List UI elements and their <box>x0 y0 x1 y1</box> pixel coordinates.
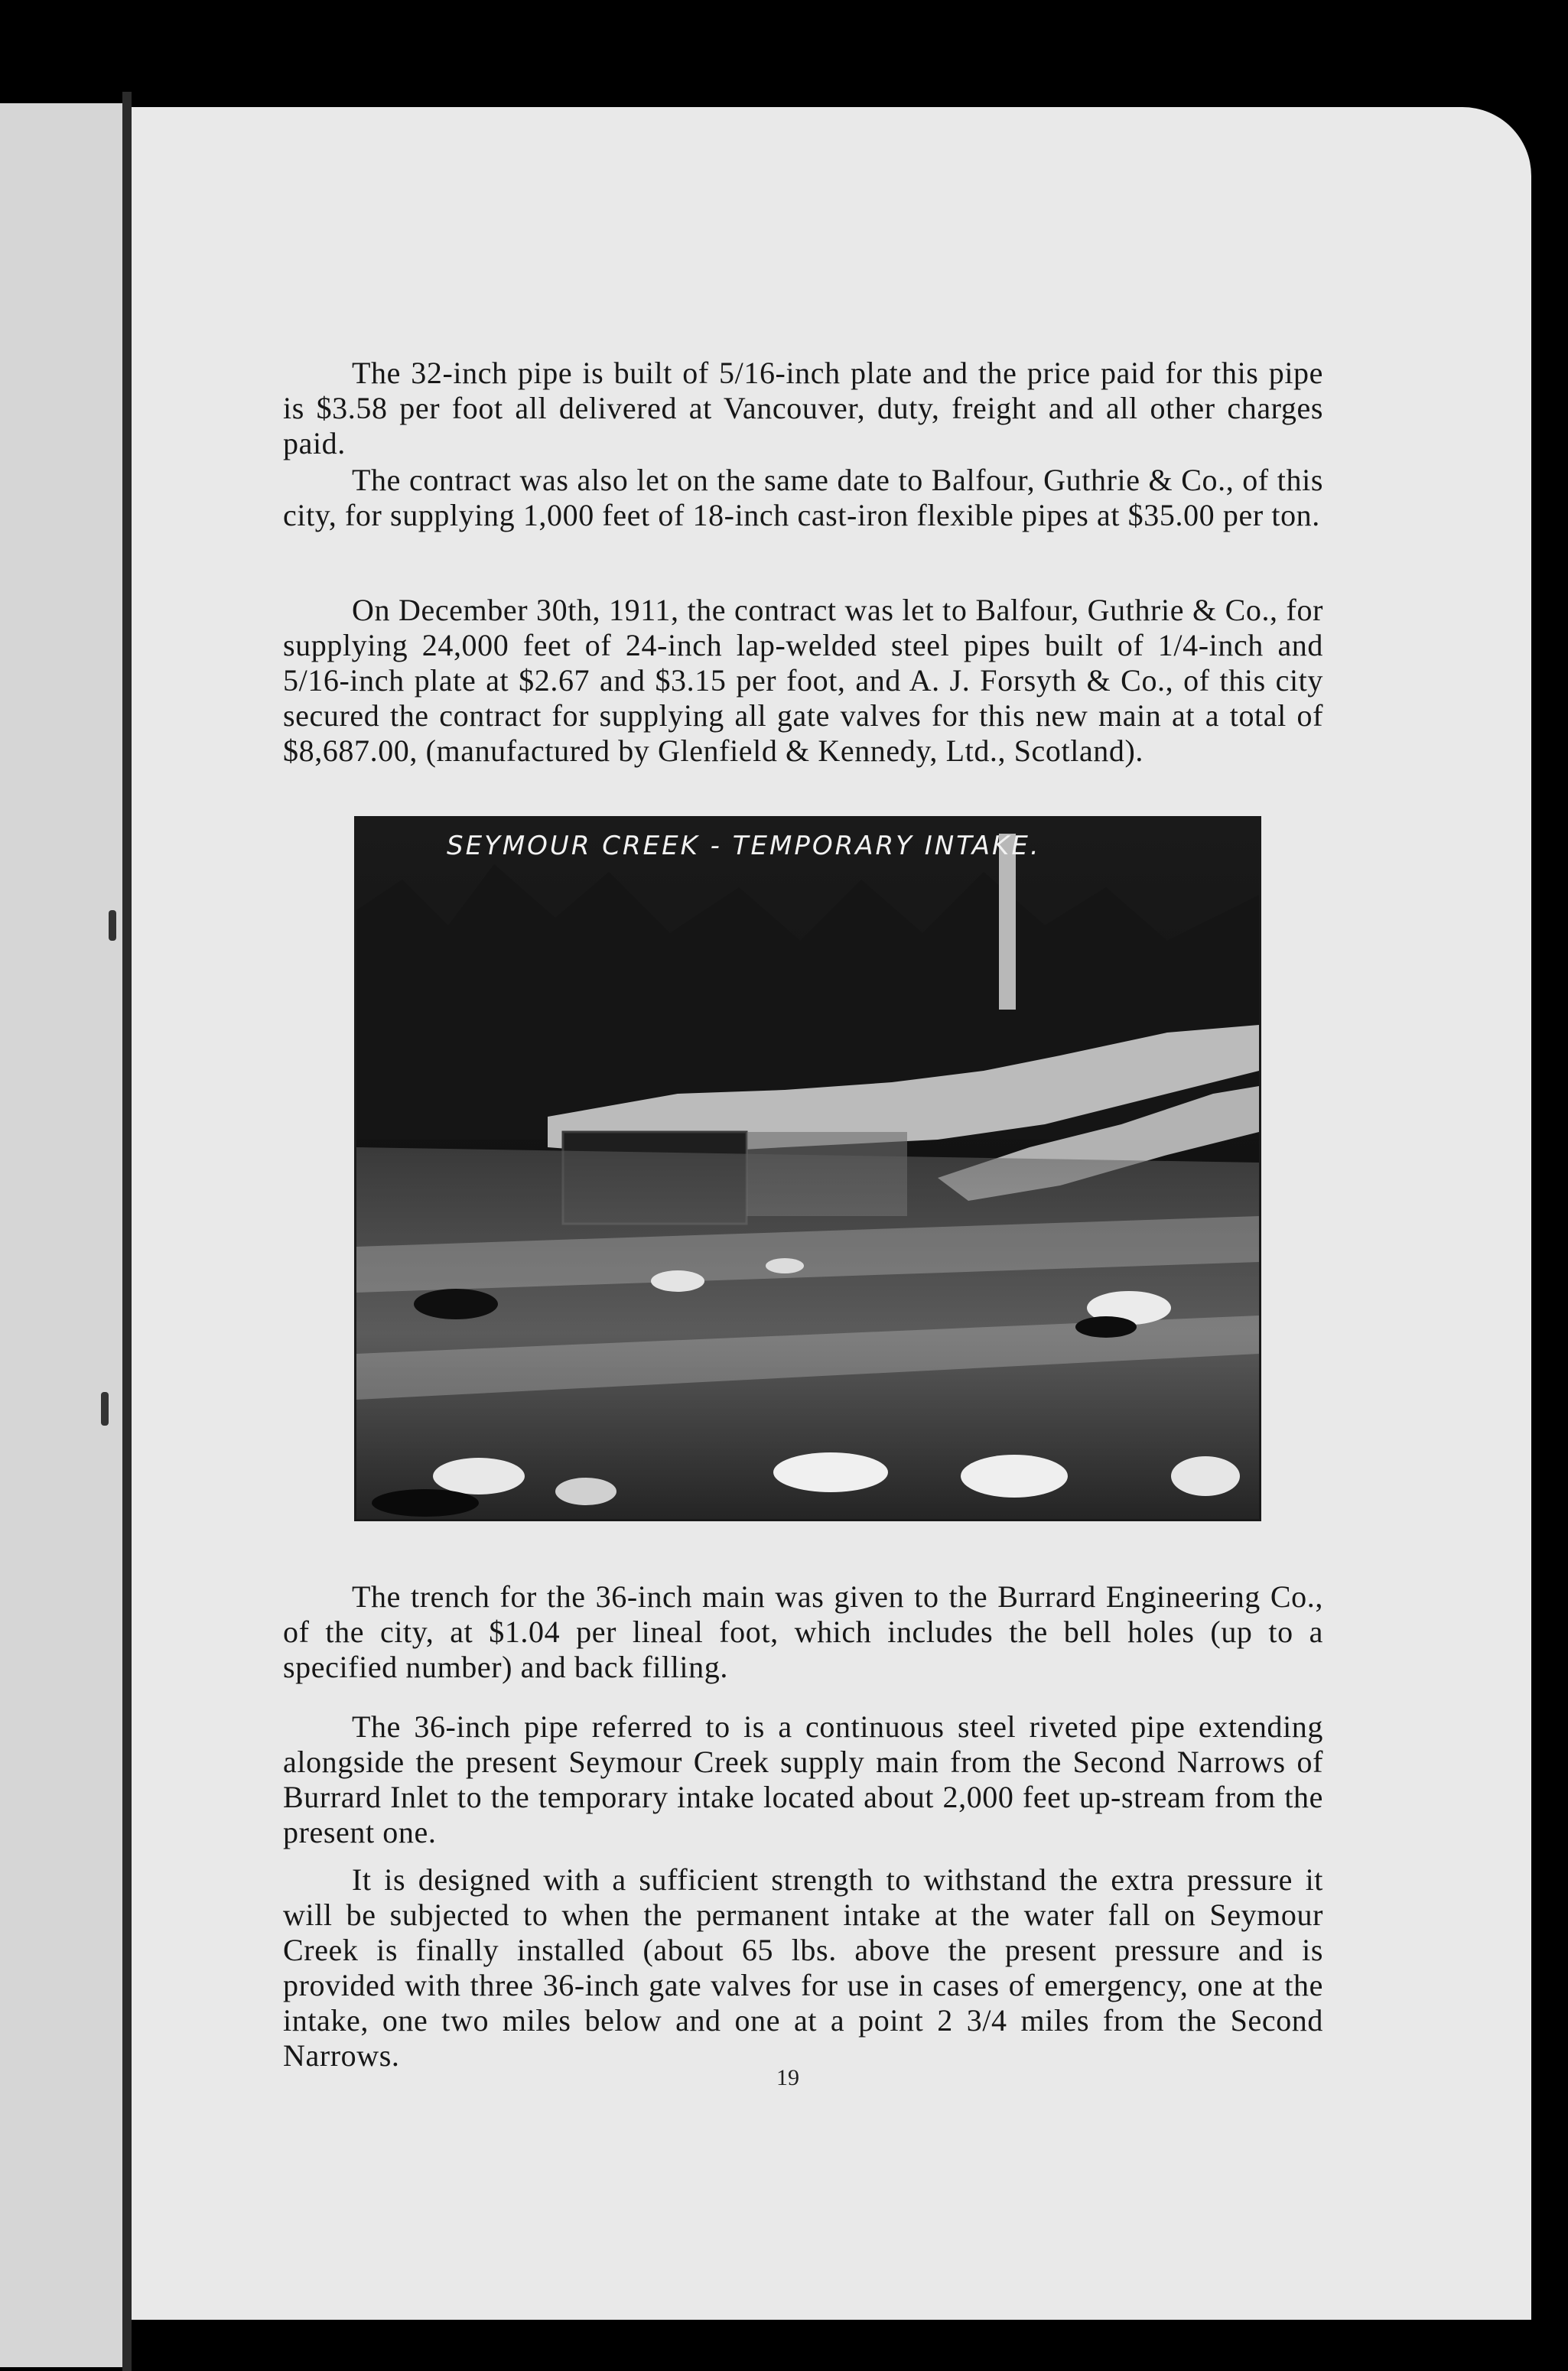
photo-seymour-creek-intake <box>354 816 1261 1521</box>
book-gutter <box>122 92 132 2371</box>
margin-mark <box>101 1392 109 1426</box>
paragraph-design-strength: It is designed with a sufficient strength to withstand the extra pressure it will be subjected to when the permanent intake at the water fall on Seymour Creek is finally installed (about 65 lbs. above the present pressure and is provided with three 36-inch gate valves for use in cases of emergency, one at the intake, one two miles below and one at a point 2 3/4 miles from the Second Narrows. <box>283 1862 1323 2073</box>
paragraph-32-inch-pipe: The 32-inch pipe is built of 5/16-inch plate and the price paid for this pipe is $3.58 per foot all delivered at Vancouver, duty, freight and all other charges paid. <box>283 356 1323 460</box>
page-number: 19 <box>776 2065 799 2090</box>
page-right-edge <box>1531 107 1568 2320</box>
paragraph-trench-contract: The trench for the 36-inch main was given to the Burrard Engineering Co., of the city, at $1.04 per lineal foot, which includes the bell holes (up to a specified number) and back filling. <box>283 1579 1323 1684</box>
paragraph-cast-iron-contract: The contract was also let on the same date to Balfour, Guthrie & Co., of this city, for supplying 1,000 feet of 18-inch cast-iron flexible pipes at $35.00 per ton. <box>283 463 1323 532</box>
photo-caption: SEYMOUR CREEK - TEMPORARY INTAKE. <box>447 831 1041 861</box>
paragraph-36-inch-pipe: The 36-inch pipe referred to is a continuous steel riveted pipe extending alongside the present Seymour Creek supply main from the Second Narrows of Burrard Inlet to the temporary intake located about 2,000 feet up-stream from the present one. <box>283 1709 1323 1849</box>
margin-mark <box>109 910 116 941</box>
paragraph-december-contract: On December 30th, 1911, the contract was let to Balfour, Guthrie & Co., for supplying 24,000 feet of 24-inch lap-welded steel pipes built of 1/4-inch and 5/16-inch plate at $2.67 and $3.15 per foot, and A. J. Forsyth & Co., of this city secured the contract for supplying all gate valves for this new main at a total of $8,687.00, (manufactured by Glenfield & Kennedy, Ltd., Scotland). <box>283 593 1323 768</box>
photo-scene <box>356 818 1259 1519</box>
facing-page-edge <box>0 103 122 2367</box>
